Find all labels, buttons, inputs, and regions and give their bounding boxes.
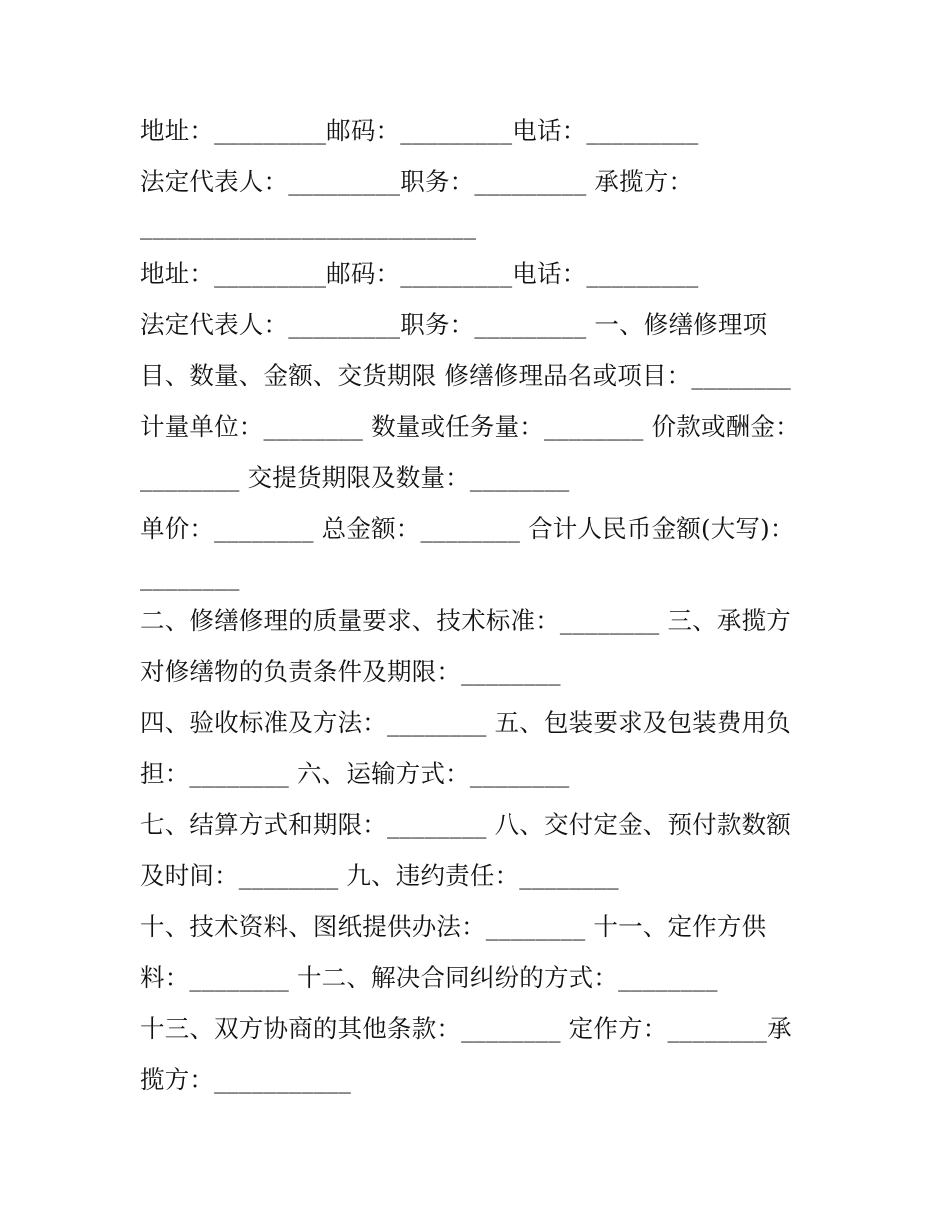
- text-line: 及时间：________ 九、违约责任：________: [140, 861, 619, 890]
- text-line: 地址：_________邮码：_________电话：_________: [140, 116, 699, 145]
- text-line: 担：________ 六、运输方式：________: [140, 759, 570, 788]
- text-line: 十三、双方协商的其他条款：________ 定作方：________承: [140, 1014, 792, 1043]
- text-line: 七、结算方式和期限：________ 八、交付定金、预付款数额: [140, 810, 791, 839]
- text-line: 四、验收标准及方法：________ 五、包装要求及包装费用负: [140, 708, 791, 737]
- text-line: 二、修缮修理的质量要求、技术标准：________ 三、承揽方: [140, 606, 791, 635]
- text-line: 十、技术资料、图纸提供办法：________ 十一、定作方供: [140, 912, 767, 941]
- text-line: ________ 交提货期限及数量：________: [140, 463, 570, 492]
- text-line: 计量单位：________ 数量或任务量：________ 价款或酬金：: [140, 412, 800, 441]
- text-line: 单价：________ 总金额：________ 合计人民币金额(大写)：: [140, 514, 795, 543]
- text-line: 法定代表人：_________职务：_________ 承揽方：: [140, 167, 694, 196]
- text-line: ___________________________: [140, 211, 477, 240]
- text-line: 目、数量、金额、交货期限 修缮修理品名或项目：________: [140, 361, 791, 390]
- text-line: 地址：_________邮码：_________电话：_________: [140, 259, 699, 288]
- text-line: ________: [140, 562, 240, 591]
- text-line: 料：________ 十二、解决合同纠纷的方式：________: [140, 963, 718, 992]
- text-line: 揽方：___________: [140, 1065, 352, 1094]
- text-line: 对修缮物的负责条件及期限：________: [140, 657, 561, 686]
- text-line: 法定代表人：_________职务：_________ 一、修缮修理项: [140, 310, 768, 339]
